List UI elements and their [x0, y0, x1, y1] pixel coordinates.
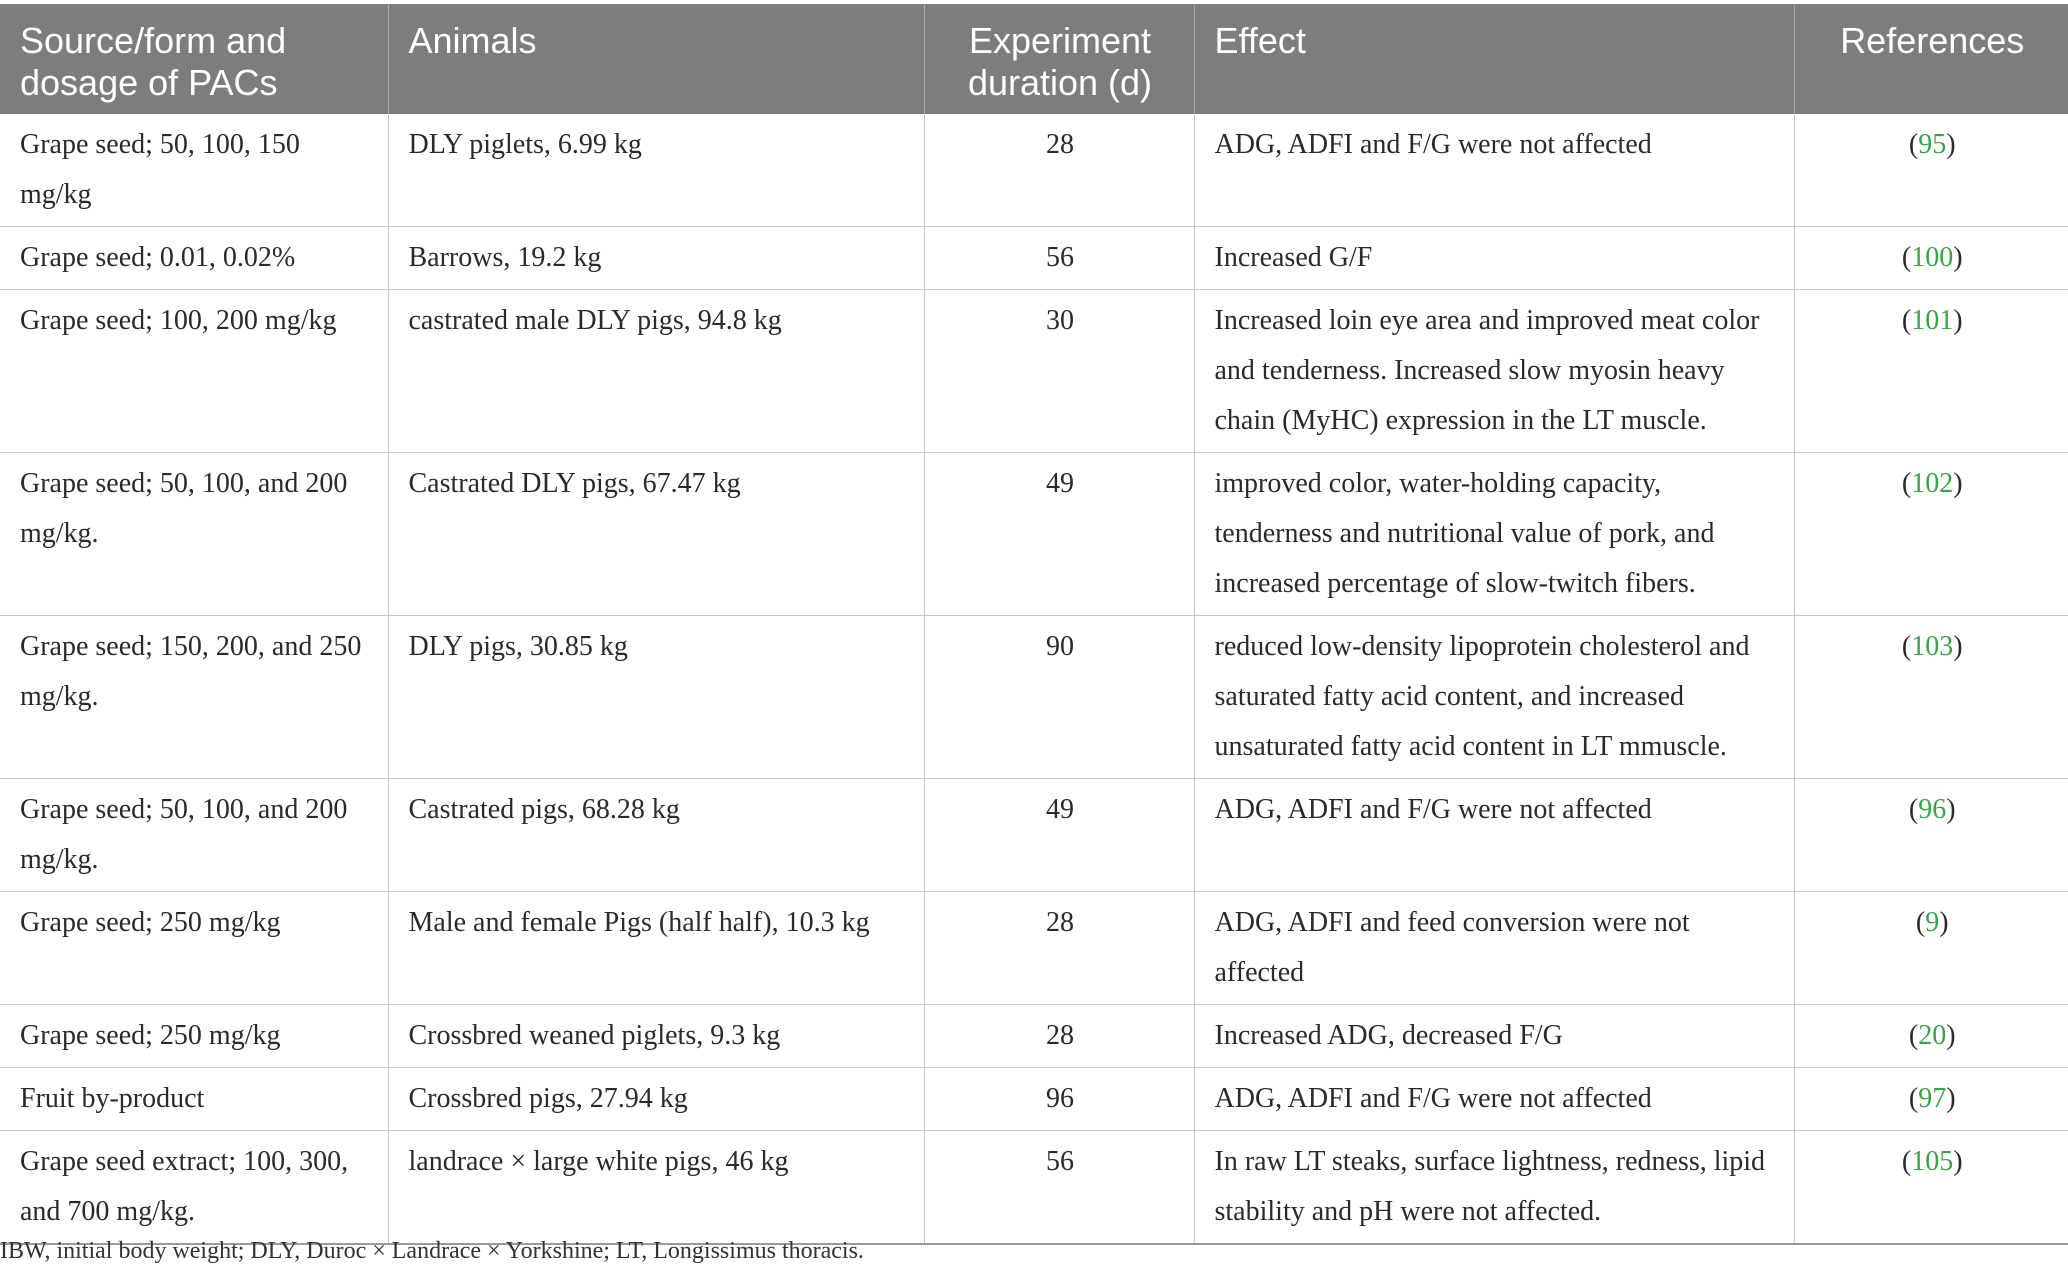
- cell-effect: ADG, ADFI and F/G were not affected: [1194, 114, 1794, 227]
- table-body: [0, 114, 2068, 1244]
- reference-link[interactable]: 95: [1918, 129, 1947, 160]
- table-row: [0, 227, 2068, 290]
- cell-duration: 28: [924, 1005, 1194, 1068]
- table-footnote: IBW, initial body weight; DLY, Duroc × Landrace × Yorkshine; LT, Longissimus thoracis.: [0, 1238, 864, 1264]
- table-row: [0, 616, 2068, 779]
- cell-reference: (100): [1794, 227, 2068, 290]
- table-row: [0, 1131, 2068, 1245]
- cell-animals: Male and female Pigs (half half), 10.3 kg: [388, 892, 924, 1005]
- cell-duration: 28: [924, 114, 1194, 227]
- table-row: [0, 1005, 2068, 1068]
- cell-duration: 49: [924, 779, 1194, 892]
- cell-animals: Barrows, 19.2 kg: [388, 227, 924, 290]
- cell-reference: (105): [1794, 1131, 2068, 1245]
- cell-animals: DLY pigs, 30.85 kg: [388, 616, 924, 779]
- cell-duration: 28: [924, 892, 1194, 1005]
- reference-link[interactable]: 101: [1911, 305, 1954, 336]
- table-row: [0, 453, 2068, 616]
- cell-animals: Crossbred weaned piglets, 9.3 kg: [388, 1005, 924, 1068]
- reference-link[interactable]: 100: [1911, 242, 1954, 273]
- cell-reference: (101): [1794, 290, 2068, 453]
- reference-link[interactable]: 20: [1918, 1020, 1947, 1051]
- table-row: [0, 779, 2068, 892]
- header-row: [0, 4, 2068, 114]
- table-row: [0, 892, 2068, 1005]
- cell-effect: reduced low-density lipoprotein cholesterol and saturated fatty acid content, and increased unsaturated fatty acid content in LT mmuscle.: [1194, 616, 1794, 779]
- cell-effect: improved color, water-holding capacity, tenderness and nutritional value of pork, and increased percentage of slow-twitch fibers.: [1194, 453, 1794, 616]
- cell-reference: (97): [1794, 1068, 2068, 1131]
- reference-link[interactable]: 102: [1911, 468, 1954, 499]
- cell-animals: landrace × large white pigs, 46 kg: [388, 1131, 924, 1245]
- cell-duration: 96: [924, 1068, 1194, 1131]
- reference-link[interactable]: 9: [1925, 907, 1940, 938]
- cell-duration: 49: [924, 453, 1194, 616]
- header-duration: Experiment duration (d): [924, 4, 1194, 114]
- cell-source: Grape seed; 50, 100, 150 mg/kg: [0, 114, 388, 227]
- table-row: [0, 290, 2068, 453]
- table-row: [0, 1068, 2068, 1131]
- cell-reference: (103): [1794, 616, 2068, 779]
- cell-source: Grape seed; 100, 200 mg/kg: [0, 290, 388, 453]
- reference-link[interactable]: 97: [1918, 1083, 1947, 1114]
- cell-reference: (20): [1794, 1005, 2068, 1068]
- cell-duration: 90: [924, 616, 1194, 779]
- cell-source: Grape seed; 250 mg/kg: [0, 1005, 388, 1068]
- cell-reference: (9): [1794, 892, 2068, 1005]
- cell-animals: Castrated pigs, 68.28 kg: [388, 779, 924, 892]
- reference-link[interactable]: 96: [1918, 794, 1947, 825]
- table-header: [0, 4, 2068, 114]
- cell-animals: DLY piglets, 6.99 kg: [388, 114, 924, 227]
- cell-duration: 56: [924, 227, 1194, 290]
- table-row: [0, 114, 2068, 227]
- header-animals: Animals: [388, 4, 924, 114]
- cell-effect: ADG, ADFI and F/G were not affected: [1194, 1068, 1794, 1131]
- header-effect: Effect: [1194, 4, 1794, 114]
- cell-duration: 56: [924, 1131, 1194, 1245]
- pacs-effects-table: [0, 4, 2068, 1245]
- cell-animals: Crossbred pigs, 27.94 kg: [388, 1068, 924, 1131]
- cell-reference: (96): [1794, 779, 2068, 892]
- cell-effect: ADG, ADFI and feed conversion were not affected: [1194, 892, 1794, 1005]
- cell-source: Grape seed; 50, 100, and 200 mg/kg.: [0, 779, 388, 892]
- cell-source: Grape seed; 250 mg/kg: [0, 892, 388, 1005]
- cell-source: Grape seed; 0.01, 0.02%: [0, 227, 388, 290]
- header-references: References: [1794, 4, 2068, 114]
- pacs-table-container: [0, 4, 2068, 1245]
- cell-effect: In raw LT steaks, surface lightness, redness, lipid stability and pH were not affected.: [1194, 1131, 1794, 1245]
- cell-effect: ADG, ADFI and F/G were not affected: [1194, 779, 1794, 892]
- cell-duration: 30: [924, 290, 1194, 453]
- reference-link[interactable]: 105: [1911, 1146, 1954, 1177]
- cell-effect: Increased G/F: [1194, 227, 1794, 290]
- cell-source: Grape seed; 50, 100, and 200 mg/kg.: [0, 453, 388, 616]
- cell-animals: castrated male DLY pigs, 94.8 kg: [388, 290, 924, 453]
- cell-effect: Increased loin eye area and improved meat color and tenderness. Increased slow myosin heavy chain (MyHC) expression in the LT muscle.: [1194, 290, 1794, 453]
- cell-reference: (95): [1794, 114, 2068, 227]
- reference-link[interactable]: 103: [1911, 631, 1954, 662]
- header-source: Source/form and dosage of PACs: [20, 20, 287, 103]
- cell-source: Grape seed extract; 100, 300, and 700 mg/kg.: [0, 1131, 388, 1245]
- cell-reference: (102): [1794, 453, 2068, 616]
- cell-animals: Castrated DLY pigs, 67.47 kg: [388, 453, 924, 616]
- cell-effect: Increased ADG, decreased F/G: [1194, 1005, 1794, 1068]
- cell-source: Grape seed; 150, 200, and 250 mg/kg.: [0, 616, 388, 779]
- cell-source: Fruit by-product: [0, 1068, 388, 1131]
